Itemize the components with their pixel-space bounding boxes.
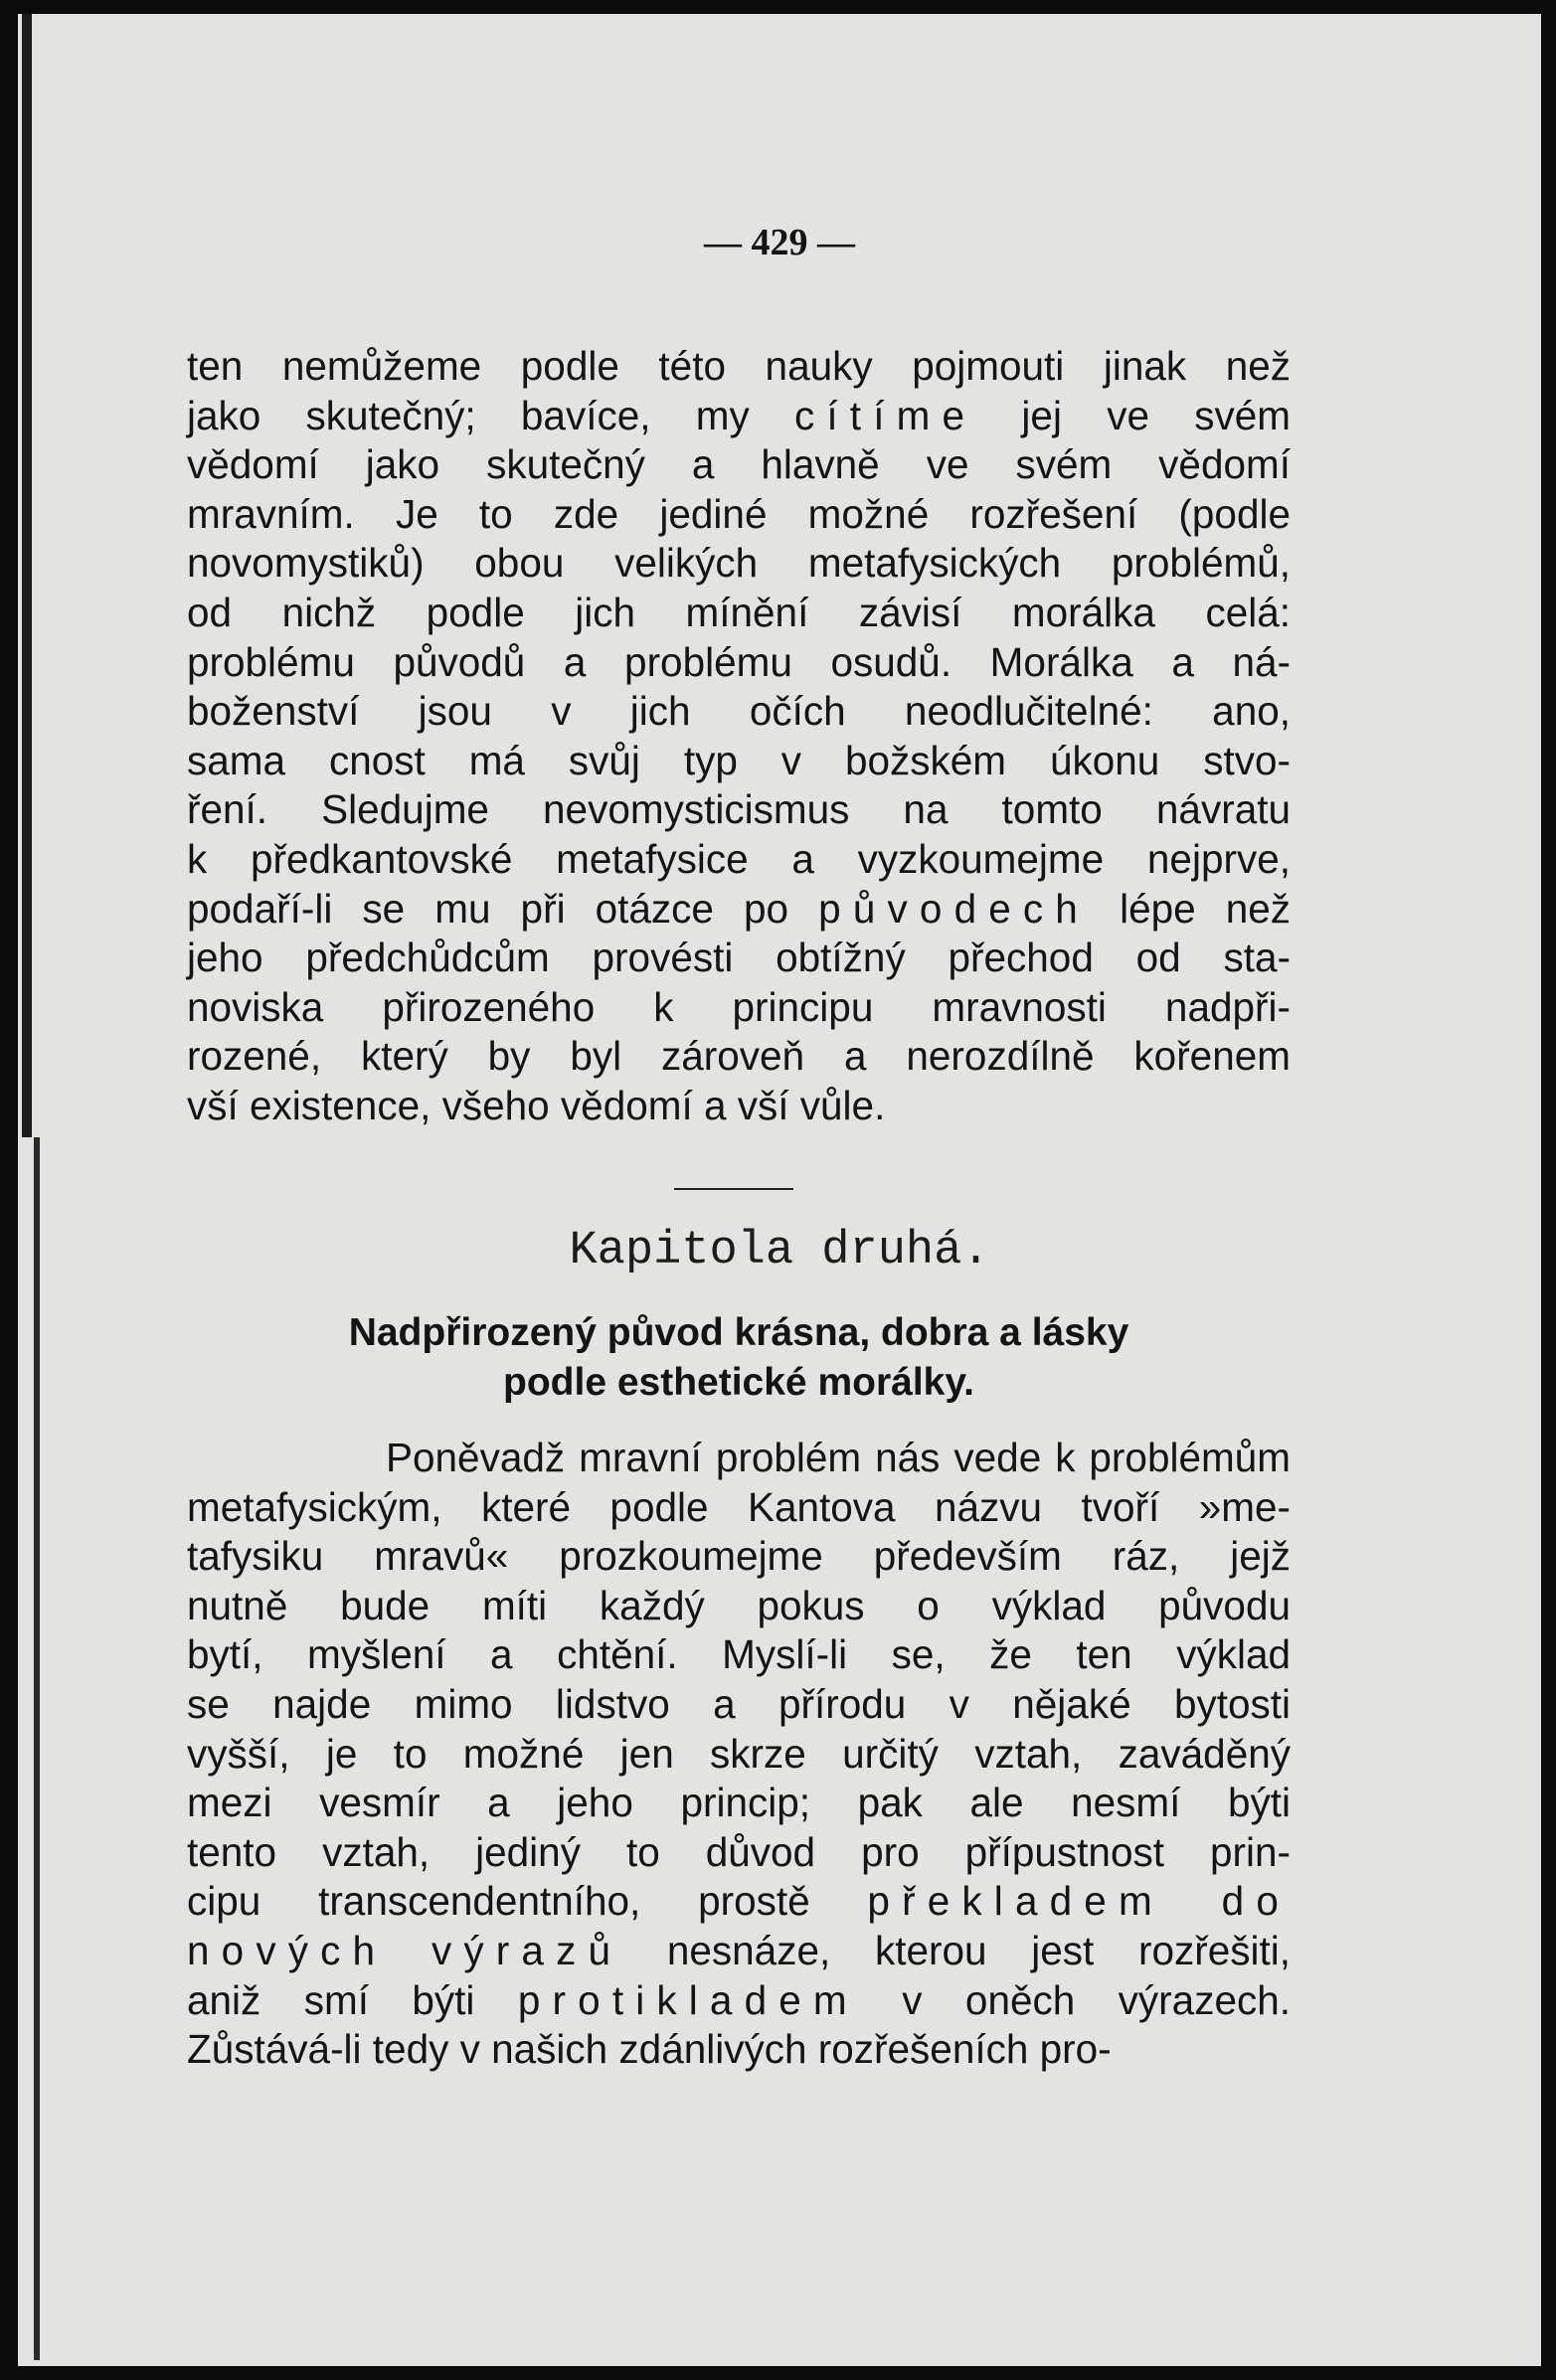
emphasized-word: do [1221, 1878, 1291, 1925]
emphasized-word: výrazů [431, 1927, 623, 1973]
chapter-subtitle [187, 1308, 1291, 1408]
paragraph-1-line: jako skutečný; bavíce, my cítíme jej ve svém [187, 392, 1291, 438]
chapter-subtitle-line-1: Nadpřirozený původ krásna, dobra a lásky [348, 1311, 1129, 1354]
paragraph-2-line: tento vztah, jediný to důvod pro přípustnost prin- [187, 1828, 1291, 1875]
paragraph-1-line: sama cnost má svůj typ v božském úkonu stvo- [187, 737, 1291, 783]
paragraph-1-line: vší existence, všeho vědomí a vší vůle. [187, 1082, 886, 1128]
paragraph-1-line: problému původů a problému osudů. Morálka a ná- [187, 638, 1291, 685]
paragraph-1-line: noviska přirozeného k principu mravnosti nadpři- [187, 983, 1291, 1030]
emphasized-word: nových [187, 1927, 388, 1973]
emphasized-word: překladem [867, 1878, 1164, 1925]
paragraph-2-line: se najde mimo lidstvo a přírodu v nějaké bytosti [187, 1680, 1291, 1727]
paragraph-2-line: Zůstává-li tedy v našich zdánlivých rozřešeních pro- [187, 2026, 1112, 2073]
emphasized-word: původech [818, 885, 1090, 932]
paragraph-1-line: boženství jsou v jich očích neodlučitelné: ano, [187, 688, 1291, 735]
paragraph-1-line: mravním. Je to zde jediné možné rozřešení (podle [187, 490, 1291, 537]
paragraph-1-line: od nichž podle jich mínění závisí morálka celá: [187, 589, 1291, 635]
paragraph-1-line: jeho předchůdcům provésti obtížný přechod od sta- [187, 935, 1291, 981]
chapter-title: Kapitola druhá. [569, 1225, 990, 1277]
paragraph-1-line: ření. Sledujme nevomysticismus na tomto návratu [187, 786, 1291, 833]
paragraph-1-line: k předkantovské metafysice a vyzkoumejme nejprve, [187, 835, 1291, 882]
paragraph-1-line: ten nemůžeme podle této nauky pojmouti jinak než [187, 343, 1291, 389]
emphasized-word: cítíme [793, 392, 977, 438]
paragraph-2-line: Poněvadž mravní problém nás vede k problémům [386, 1435, 1291, 1480]
chapter-subtitle-line-2: podle esthetické morálky. [503, 1361, 974, 1404]
emphasized-word: protikladem [517, 1976, 859, 2023]
binding-edge-lower [34, 1137, 40, 2360]
paragraph-1 [187, 342, 1291, 1131]
paragraph-2-line: aniž smí býti protikladem v oněch výrazech. [187, 1976, 1291, 2023]
paragraph-2-line: bytí, myšlení a chtění. Myslí-li se, že ten výklad [187, 1631, 1291, 1678]
paragraph-2-line: cipu transcendentního, prostě překladem do [187, 1878, 1291, 1925]
book-page [18, 14, 1541, 2366]
paragraph-2-line: nutně bude míti každý pokus o výklad původu [187, 1582, 1291, 1628]
paragraph-2-line: vyšší, je to možné jen skrze určitý vztah, zaváděný [187, 1730, 1291, 1777]
binding-edge [22, 14, 32, 1137]
paragraph-2-line: tafysiku mravů« prozkoumejme především ráz, jejž [187, 1533, 1291, 1580]
paragraph-2-line: mezi vesmír a jeho princip; pak ale nesmí býti [187, 1780, 1291, 1826]
paragraph-2-line: metafysickým, které podle Kantova názvu tvoří »me- [187, 1483, 1291, 1530]
paragraph-2 [187, 1434, 1291, 2075]
paragraph-1-line: vědomí jako skutečný a hlavně ve svém vědomí [187, 441, 1291, 488]
paragraph-1-line: novomystiků) obou velikých metafysických problémů, [187, 540, 1291, 587]
paragraph-2-line: nových výrazů nesnáze, kterou jest rozřešiti, [187, 1927, 1291, 1973]
paragraph-1-line: rozené, který by byl zároveň a nerozdílně kořenem [187, 1033, 1291, 1080]
section-divider [674, 1188, 793, 1190]
page-number: — 429 — [704, 222, 855, 263]
paragraph-1-line: podaří-li se mu při otázce po původech lépe než [187, 885, 1292, 932]
